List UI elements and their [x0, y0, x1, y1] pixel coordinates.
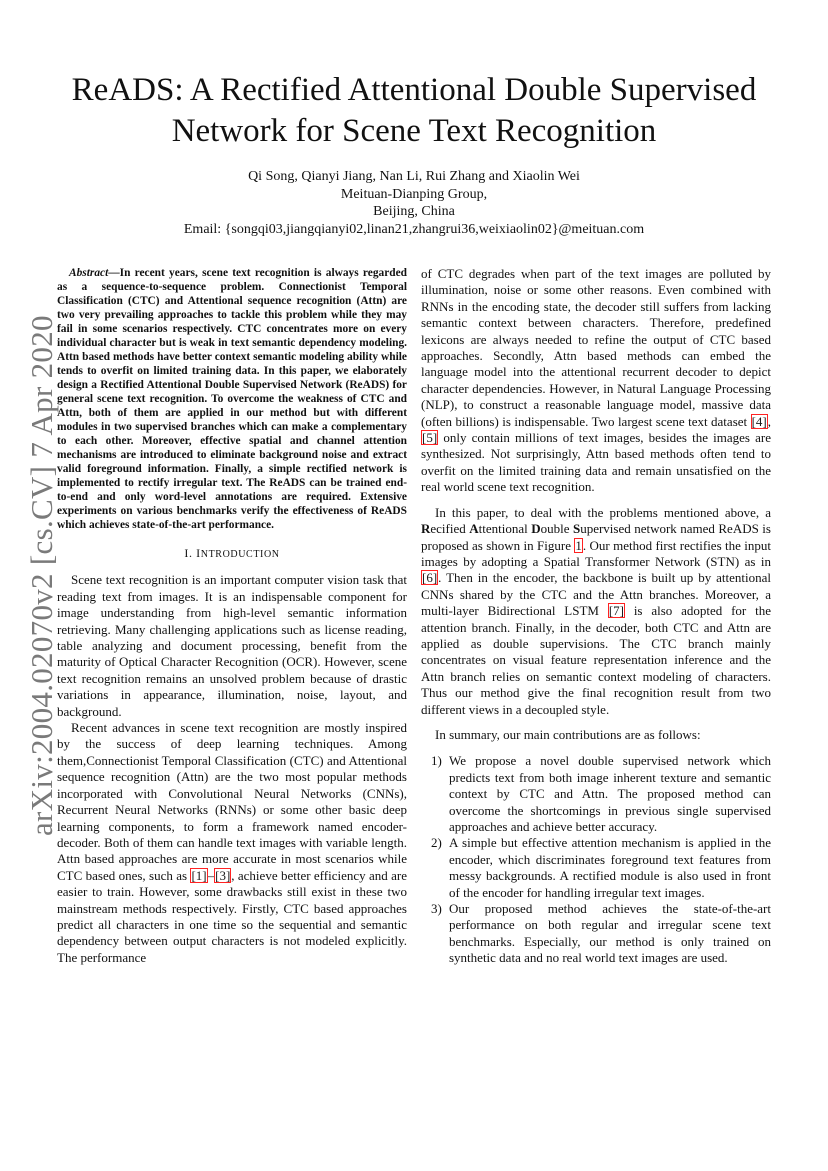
author-block — [100, 168, 728, 238]
intro-paragraph-1: Scene text recognition is an important computer vision task that reading text from images. It is an indispensable component for image understanding from high-level semantic information retrieving. Many challenging applications such as license reading, table analyzing and document processing, benefit from the maturity of Optical Character Recognition (OCR). However, scene text recognition remains an unsolved problem because of drastic variations in appearance, illumination, noise, layout, and background. — [57, 572, 407, 719]
section-heading-introduction: I. INTRODUCTION — [184, 546, 280, 560]
intro-paragraph-3: of CTC degrades when part of the text images are polluted by illumination, noise or some other reasons. Even combined with RNNs in the encoding state, the decoder still suffers from lacking semantic context between characters. Therefore, predefined lexicons are always needed to refine the output of CTC based approaches. Secondly, Attn based methods can embed the language model into the attentional recurrent decoder to depict character dependencies. However, in Natural Language Processing (NLP), to construct a reasonable language model, massive data (often billions) is indispensable. Two largest scene text dataset [4], [5] only contain millions of text images, besides the images are synthesized. Not surprisingly, Attn based methods often tend to overfit on the limited training data and remain unsatisfied on the real world scene text recognition. — [421, 266, 771, 495]
paper-title — [40, 70, 788, 152]
title-line-1: ReADS: A Rectified Attentional Double Supervised — [71, 72, 757, 108]
affiliation: Meituan-Dianping Group, — [340, 186, 488, 202]
citation-link[interactable]: [7] — [608, 603, 624, 619]
arxiv-identifier: arXiv:2004.02070v2 [cs.CV] 7 Apr 2020 — [24, 315, 59, 836]
contributions-list — [421, 753, 771, 966]
title-line-2: Network for Scene Text Recognition — [171, 113, 657, 149]
intro-paragraph-5: In summary, our main contributions are as follows: — [435, 726, 701, 742]
citation-link[interactable]: [6] — [422, 570, 438, 586]
right-column — [421, 266, 771, 967]
intro-paragraph-2: Recent advances in scene text recognition are mostly inspired by the success of deep learning techniques. Among them,Connectionist Temporal Classification (CTC) and Attentional sequence recognition (Attn) are the two most popular methods incorporated with Convolutional Neural Networks (CNNs), Recurrent Neural Networks (RNNs) or some other basic deep learning components, to form a framework named encoder-decoder. Both of them can handle text images with variable length. Attn based approaches are more accurate in most scenarios while CTC based ones, such as [1]–[3], achieve better efficiency and are easier to train. However, some drawbacks still exist in these two mainstream methods respectively. Firstly, CTC based approaches predict all characters in one time so the sequential and semantic dependency between output characters is not modeled explicitly. The performance — [57, 720, 407, 965]
authors: Qi Song, Qianyi Jiang, Nan Li, Rui Zhang and Xiaolin Wei — [248, 169, 580, 184]
abstract-text: —In recent years, scene text recognition is always regarded as a sequence-to-sequence problem. Connectionist Temporal Classification (CTC) and Attentional sequence recognition (Attn) are two very prevailing approaches to tackle this problem while they may fail in some scenarios respectively. CTC concentrates more on every individual character but is weak in text semantic dependency modeling. Attn based methods have better context semantic modeling ability while tends to overfit on limited training data. In this paper, we elaborately design a Rectified Attentional Double Supervised Network (ReADS) for general scene text recognition. To overcome the weakness of CTC and Attn, both of them are applied in our method but with different modules in two supervised branches which can make a complementary to each other. Moreover, effective spatial and channel attention mechanisms are introduced to eliminate background noise and extract valid foreground information. Finally, a simple rectified network is implemented to rectify irregular text. The ReADS can be trained end-to-end and only word-level annotations are required. Extensive experiments on various benchmarks verify the effectiveness of ReADS which achieves state-of-the-art performance. — [57, 267, 407, 531]
citation-link[interactable]: [4] — [751, 413, 767, 429]
list-item: 2) A simple but effective attention mechanism is applied in the encoder, which discriminates foreground text features from messy backgrounds. A rectified module is also used in front of the encoder for handling irregular text images. — [431, 835, 771, 900]
location: Beijing, China — [373, 204, 455, 219]
left-column — [57, 266, 407, 966]
citation-link[interactable]: [5] — [422, 430, 438, 446]
figure-link[interactable]: 1 — [575, 537, 582, 553]
intro-paragraph-4: In this paper, to deal with the problems mentioned above, a Recified Attentional Double Supervised network named ReADS is proposed as shown in Figure 1. Our method first rectifies the input images by adopting a Spatial Transformer Network (STN) as in [6]. Then in the encoder, the backbone is built up by attentional CNNs shared by the CTC and the Attn branches. Moreover, a multi-layer Bidirectional LSTM [7] is also adopted for the attention branch. Finally, in the decoder, both CTC and Attn are applied as double supervisions. The CTC branch mainly concentrates on visual feature representation inference and the Attn branch relies on semantic context modeling of characters. Thus our method give the final recognition result from two different views in a decoupled style. — [421, 504, 771, 717]
citation-link[interactable]: [3] — [215, 867, 231, 883]
abstract — [57, 266, 407, 532]
email: Email: {songqi03,jiangqianyi02,linan21,zhangrui36,weixiaolin02}@meituan.com — [183, 221, 645, 237]
abstract-label: Abstract — [69, 267, 109, 279]
list-item: 3) Our proposed method achieves the state-of-the-art performance on both regular and irregular scene text benchmarks. Especially, our method is only trained on synthetic data and no real world text images are used. — [431, 901, 771, 966]
list-item: 1) We propose a novel double supervised network which predicts text from both image inherent texture and semantic context by CTC and Attn. The proposed method can overcome the shortcomings in previous single supervised approaches and achieve better accuracy. — [431, 753, 771, 834]
citation-link[interactable]: [1] — [191, 867, 207, 883]
